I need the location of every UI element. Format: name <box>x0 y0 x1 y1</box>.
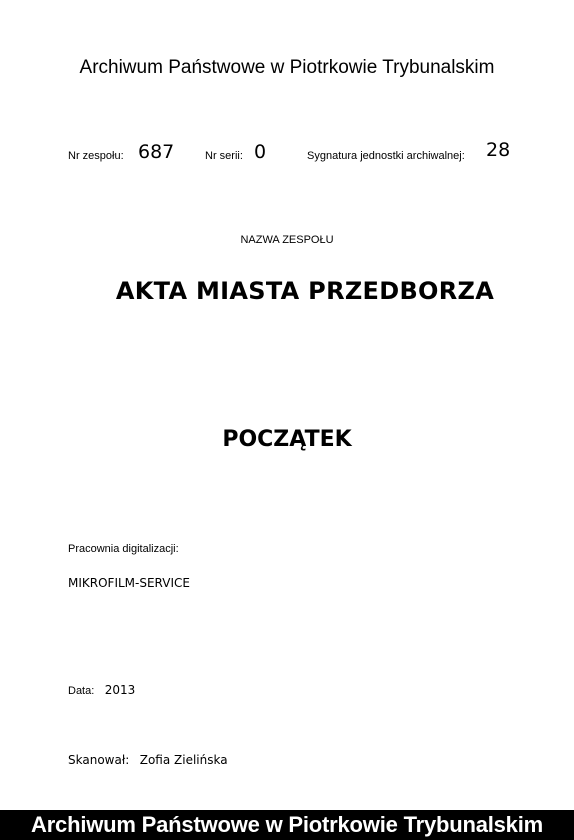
date-value: 2013 <box>104 683 136 697</box>
archive-header-title: Archiwum Państwowe w Piotrkowie Trybunalskim <box>79 57 495 78</box>
fond-name: AKTA MIASTA PRZEDBORZA <box>115 277 495 305</box>
fond-number-value: 687 <box>138 141 175 163</box>
signature-label: Sygnatura jednostki archiwalnej: <box>307 150 465 162</box>
signature-value: 28 <box>486 139 511 161</box>
footer-archive-name: Archiwum Państwowe w Piotrkowie Trybunalskim <box>31 812 543 837</box>
date-row <box>68 681 135 699</box>
start-marker: POCZĄTEK <box>222 427 352 452</box>
fond-number-label: Nr zespołu: <box>68 150 124 162</box>
series-number-value: 0 <box>254 141 267 163</box>
series-number-label: Nr serii: <box>205 150 243 162</box>
scanned-by-row <box>68 751 228 769</box>
fond-name-label: NAZWA ZESPOŁU <box>240 234 334 246</box>
scanned-by-value: Zofia Zielińska <box>139 753 228 767</box>
scanned-by-label: Skanował: <box>68 753 130 767</box>
digitization-lab-label: Pracownia digitalizacji: <box>68 543 179 555</box>
date-label: Data: <box>68 685 95 697</box>
digitization-lab-value: MIKROFILM-SERVICE <box>68 576 190 590</box>
